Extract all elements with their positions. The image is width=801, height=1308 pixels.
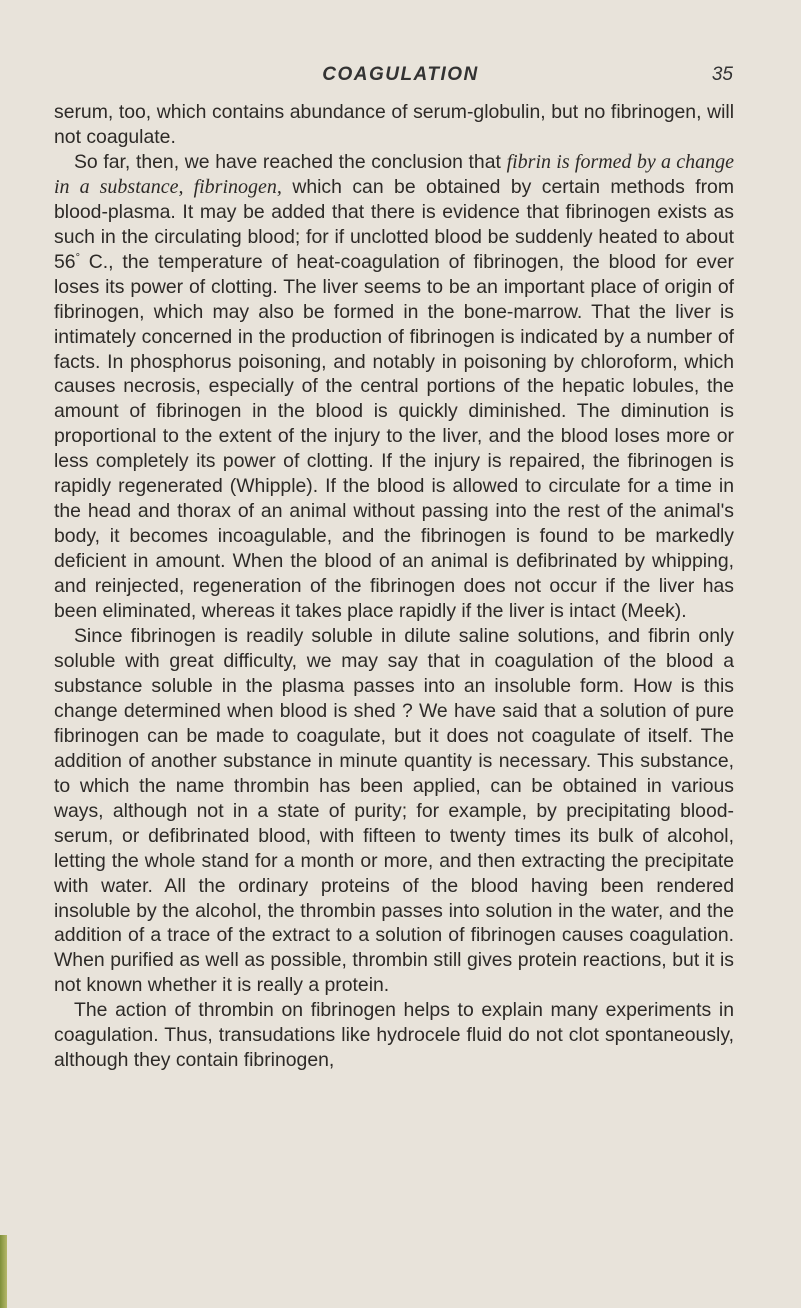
page-header (68, 64, 733, 94)
text-run: The action of thrombin on fibrinogen helps to explain many experiments in coagulation. Thus, transudations like hydrocele fluid do not clot spontaneously, although they contain fibrinogen, (54, 999, 734, 1072)
paragraph (54, 998, 734, 1073)
text-run: So far, then, we have reached the conclusion that (74, 150, 507, 173)
page-number: 35 (711, 64, 733, 85)
text-run: Since fibrinogen is readily soluble in dilute saline solutions, and fibrin only soluble with great difficulty, we may say that in coagulation of the blood a substance soluble in the plasma passes into an insoluble form. How is this change determined when blood is shed ? We have said that a solution of pure fibrinogen can be made to coagulate, but it does not coagulate of itself. The addition of another substance in minute quantity is necessary. This substance, to which the name thrombin has been applied, can be obtained in various ways, although not in a state of purity; for example, by precipitating blood-serum, or defibrinated blood, with fifteen to twenty times its bulk of alcohol, letting the whole stand for a month or more, and then extracting the precipitate with water. All the ordinary proteins of the blood having been rendered insoluble by the alcohol, the thrombin passes into solution in the water, and the addition of a trace of the extract to a solution of fibrinogen causes coagulation. When purified as well as possible, thrombin still gives protein reactions, but it is not known whether it is really a protein. (54, 625, 734, 997)
body-text (54, 100, 734, 1073)
italic-text: fibrin is formed by a change in a substance, fibrinogen, (54, 150, 735, 198)
paragraph (54, 100, 734, 150)
paragraph (54, 150, 734, 624)
paragraph (54, 624, 734, 998)
text-run: which can be obtained by certain methods from blood-plasma. It may be added that there is evidence that fibrinogen exists as such in the circulating blood; for if unclotted blood be suddenly heated to about 56 (54, 175, 734, 273)
running-title: COAGULATION (322, 64, 479, 85)
degree-sign: ° (75, 251, 80, 264)
text-run: C., the temperature of heat-coagulation of fibrinogen, the blood for ever loses its power of clotting. The liver seems to be an important place of origin of fibrinogen, which may also be formed in the bone-marrow. That the liver is intimately concerned in the production of fibrinogen is indicated by a number of facts. In phosphorus poisoning, and notably in poisoning by chloroform, which causes necrosis, especially of the central portions of the hepatic lobules, the amount of fibrinogen in the blood is quickly diminished. The diminution is proportional to the extent of the injury to the liver, and the blood loses more or less completely its power of clotting. If the injury is repaired, the fibrinogen is rapidly regenerated (Whipple). If the blood is allowed to circulate for a time in the head and thorax of an animal without passing into the rest of the animal's body, it becomes incoagulable, and the fibrinogen is found to be markedly deficient in amount. When the blood of an animal is defibrinated by whipping, and reinjected, regeneration of the fibrinogen does not occur if the liver has been eliminated, whereas it takes place rapidly if the liver is intact (Meek). (54, 250, 734, 623)
page-edge-mark (0, 1235, 7, 1308)
text-run: serum, too, which contains abundance of serum-globulin, but no fibrinogen, will not coagulate. (54, 101, 734, 148)
